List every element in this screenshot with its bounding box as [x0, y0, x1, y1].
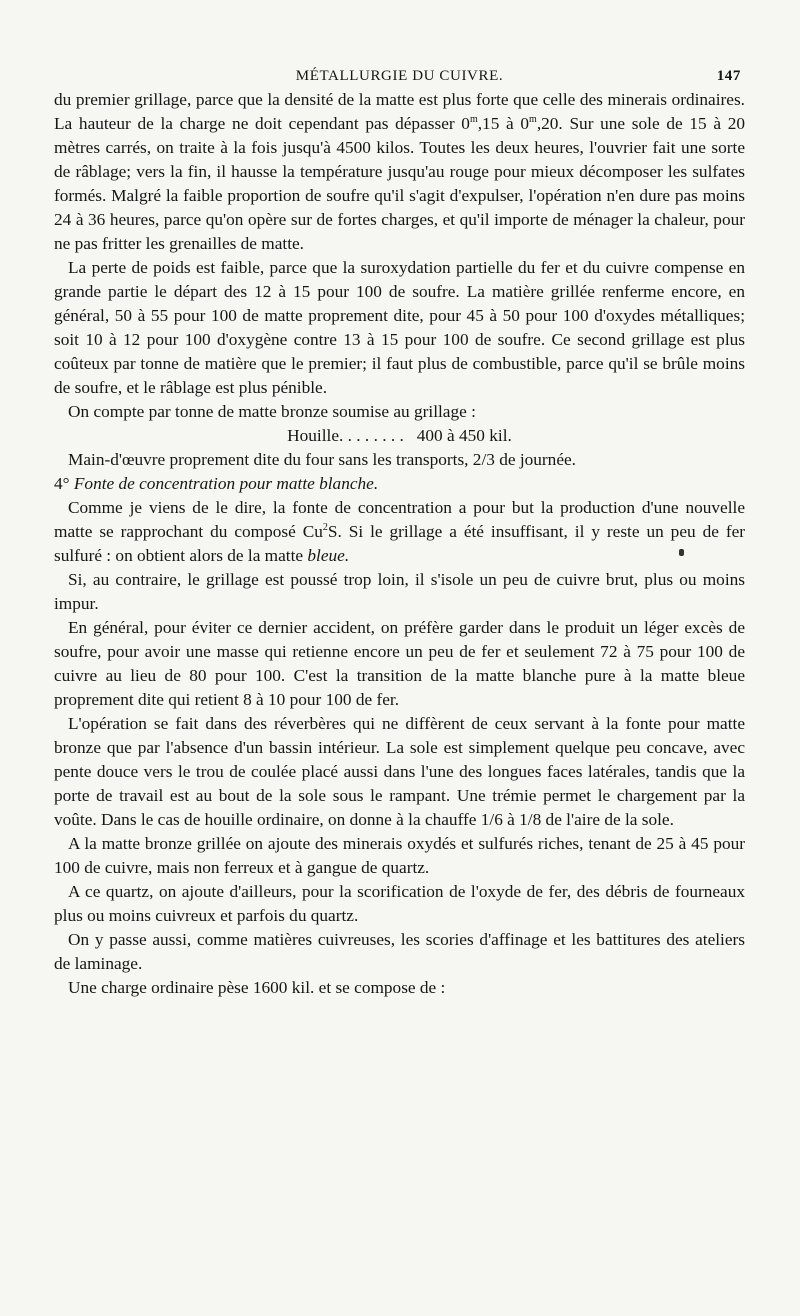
p1-sup-2: m — [529, 114, 537, 126]
paragraph-8: A la matte bronze grillée on ajoute des minerais oxydés et sulfurés riches, tenant de 25 à 45 pour 100 de cuivre, mais non ferreux et à gangue de quartz. — [54, 834, 745, 877]
section-number: 4° — [54, 474, 74, 493]
paragraph-10: On y passe aussi, comme matières cuivreuses, les scories d'affinage et les battitures des ateliers de laminage. — [54, 930, 745, 973]
p1-sup-1: m — [469, 114, 478, 126]
paragraph-5: Si, au contraire, le grillage est poussé trop loin, il s'isole un peu de cuivre brut, plus ou moins impur. — [54, 570, 745, 613]
paragraph-7: L'opération se fait dans des réverbères qui ne diffèrent de ceux servant à la fonte pour matte bronze que par l'absence d'un bassin intérieur. La sole est simplement quelque peu concave, avec pente douce vers le trou de coulée placé aussi dans l'une des longues faces latérales, tandis que la porte de travail est au bout de la sole sous le rampant. Une trémie permet le chargement par la voûte. Dans le cas de houille ordinaire, on donne à la chauffe 1/6 à 1/8 de l'aire de la sole. — [54, 714, 745, 829]
page-header — [54, 58, 745, 88]
ink-mark — [679, 549, 684, 556]
paragraph-6: En général, pour éviter ce dernier accident, on préfère garder dans le produit un léger excès de soufre, pour avoir une masse qui retienne encore un peu de fer et seulement 72 à 75 pour 100 de cuivre au lieu de 80 pour 100. C'est la transition de la matte blanche pure à la matte bleue proprement dite qui retient 8 à 10 pour 100 de fer. — [54, 618, 745, 709]
p4-text-a: Comme je viens de le dire, la fonte de concentration a pour but la production d'une nouvelle matte se rapprochant du composé Cu — [54, 498, 745, 541]
paragraph-2: La perte de poids est faible, parce que la suroxydation partielle du fer et du cuivre compense en grande partie le départ des 12 à 15 pour 100 de soufre. La matière grillée renferme encore, en général, 50 à 55 pour 100 de matte proprement dite, pour 45 à 50 pour 100 d'oxydes métalliques; soit 10 à 12 pour 100 d'oxygène contre 13 à 15 pour 100 de soufre. Ce second grillage est plus coûteux par tonne de matière que le premier; il faut plus de combustible, parce qu'il se brûle moins de soufre, et le râblage est plus pénible. — [54, 258, 745, 397]
paragraph-4 — [54, 496, 745, 568]
main-oeuvre-line: Main-d'œuvre proprement dite du four sans les transports, 2/3 de journée. — [68, 450, 576, 469]
paragraph-1 — [54, 88, 745, 256]
paragraph-11: Une charge ordinaire pèse 1600 kil. et se compose de : — [68, 978, 446, 997]
page-number: 147 — [716, 68, 741, 84]
paragraph-3: On compte par tonne de matte bronze soumise au grillage : — [68, 402, 476, 421]
p1-text-a: du premier grillage, parce que la densité de la matte est plus forte que celle des minerais ordinaires. La hauteur de la charge ne doit cependant pas dépasser 0 — [54, 90, 745, 133]
p1-text-c: ,20. Sur une sole de 15 à 20 mètres carrés, on traite à la fois jusqu'à 4500 kilos. Toutes les deux heures, l'ouvrier fait une sorte de râblage; vers la fin, il hausse la température jusqu'au rouge pour mieux décomposer les sulfates formés. Malgré la faible proportion de soufre qu'il s'agit d'expulser, l'opération n'en dure pas moins 24 à 36 heures, parce qu'on opère sur de fortes charges, et qu'il importe de ménager la chaleur, pour ne pas fritter les grenailles de matte. — [54, 114, 745, 253]
p4-sup: 2 — [322, 522, 328, 534]
running-title: MÉTALLURGIE DU CUIVRE. — [295, 68, 504, 84]
section-title: Fonte de concentration pour matte blanche. — [73, 474, 379, 493]
section-heading — [54, 472, 745, 496]
paragraph-9: A ce quartz, on ajoute d'ailleurs, pour la scorification de l'oxyde de fer, des débris de fourneaux plus ou moins cuivreux et parfois du quartz. — [54, 882, 745, 925]
page-body — [54, 88, 745, 1000]
p4-italic: bleue. — [307, 546, 350, 565]
houille-line: Houille. . . . . . . . 400 à 450 kil. — [287, 426, 512, 445]
p4-text-b: S. Si le grillage a été insuffisant, il y reste un peu de fer sulfuré : on obtient alors de la matte — [54, 522, 745, 565]
p1-text-b: ,15 à 0 — [477, 114, 530, 133]
